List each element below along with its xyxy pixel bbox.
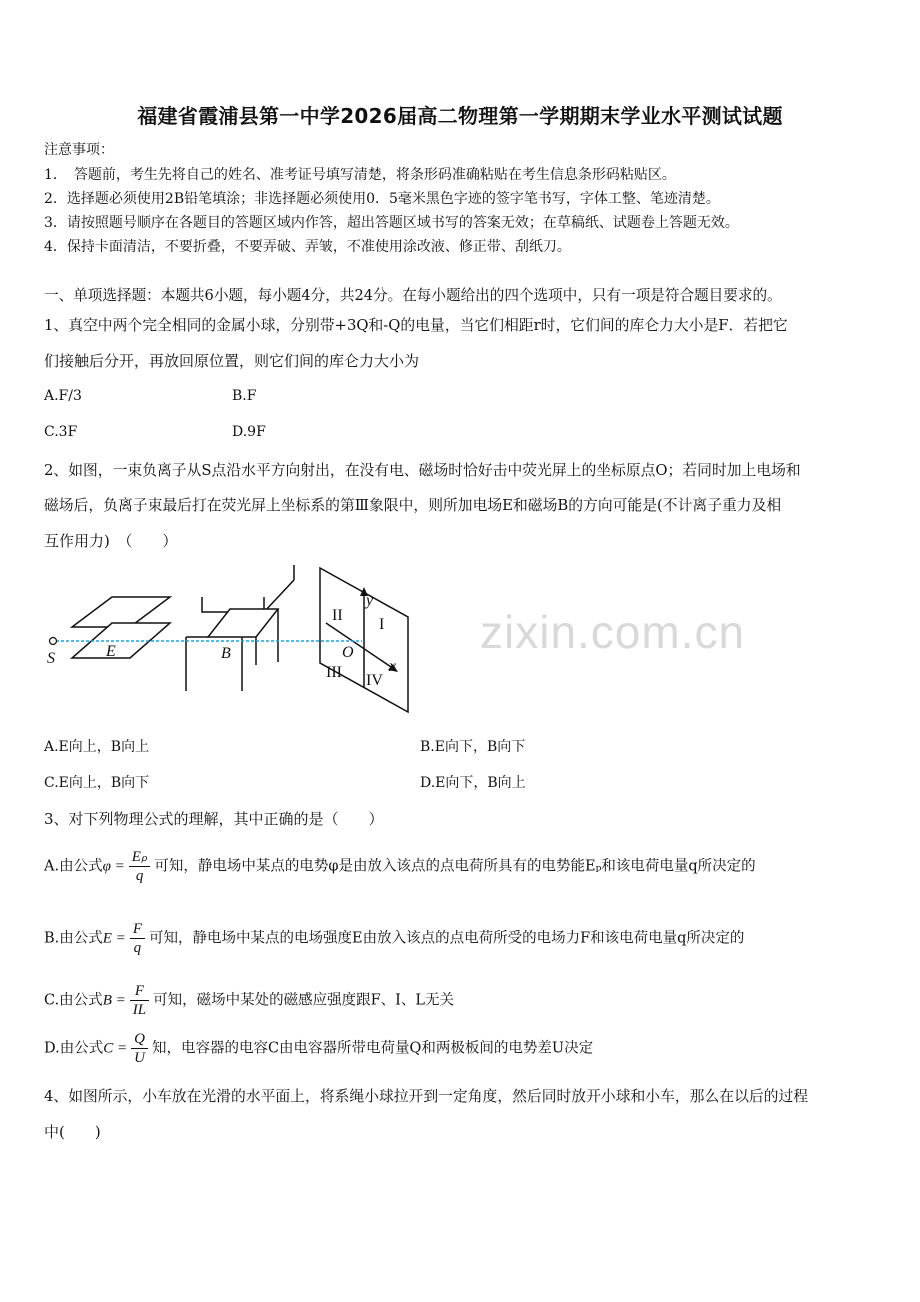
- denominator: q: [133, 940, 142, 956]
- formula-lhs: B =: [102, 992, 126, 1009]
- question-4-line: 中( ): [44, 1123, 101, 1141]
- question-2-line: 2、如图，一束负离子从S点沿水平方向射出，在没有电、磁场时恰好击中荧光屏上的坐标原点O；若同时加上电场和: [44, 462, 801, 479]
- formula-lhs: C =: [103, 1040, 128, 1057]
- quadrant-i: I: [379, 616, 385, 633]
- option-text: 知，电容器的电容C由电容器所带电荷量Q和两极板间的电势差U决定: [151, 1040, 594, 1057]
- denominator: q: [135, 868, 144, 884]
- notice-item: 3．请按照题号顺序在各题目的答题区域内作答，超出答题区域书写的答案无效；在草稿纸、试题卷上答题无效。: [44, 215, 739, 231]
- option-text: 可知，静电场中某点的电场强度E由放入该点的点电荷所受的电场力F和该电荷电量q所决定的: [148, 930, 745, 947]
- watermark: zixin.com.cn: [480, 606, 746, 658]
- label-y: y: [366, 592, 374, 609]
- label-o: O: [342, 644, 354, 661]
- label-e: E: [106, 643, 116, 660]
- label-b: B: [221, 645, 231, 662]
- question-2-figure: [40, 565, 420, 717]
- question-3-stem: 3、对下列物理公式的理解，其中正确的是（ ）: [44, 810, 384, 828]
- option-b: B.E向下，B向下: [420, 739, 526, 755]
- section-heading: 一、单项选择题：本题共6小题，每小题4分，共24分。在每小题给出的四个选项中，只有一项是符合题目要求的。: [44, 287, 782, 304]
- option-d: D.9F: [232, 424, 266, 440]
- option-prefix: D.由公式: [44, 1040, 104, 1057]
- quadrant-iv: IV: [366, 672, 383, 689]
- question-4-line: 4、如图所示，小车放在光滑的水平面上，将系绳小球拉开到一定角度，然后同时放开小球和小车，那么在以后的过程: [44, 1088, 809, 1105]
- quadrant-ii: II: [332, 607, 343, 624]
- option-a: A.F/3: [44, 388, 82, 404]
- question-1-line: 们接触后分开，再放回原位置，则它们间的库仑力大小为: [44, 352, 420, 370]
- question-1-line: 1、真空中两个完全相同的金属小球，分别带+3Q和-Q的电量，当它们相距r时，它们间的库仑力大小是F．若把它: [44, 317, 788, 334]
- option-b: B.F: [232, 388, 257, 404]
- numerator: F: [130, 982, 149, 1001]
- numerator: F: [130, 920, 145, 939]
- notice-heading: 注意事项：: [44, 142, 114, 158]
- fraction: [130, 982, 149, 1019]
- q3-option-d: [44, 1030, 593, 1067]
- option-c: C.3F: [44, 424, 78, 440]
- notice-item: 2．选择题必须使用2B铅笔填涂；非选择题必须使用0．5毫米黑色字迹的签字笔书写，字体工整、笔迹清楚。: [44, 191, 720, 207]
- option-a: A.E向上，B向上: [44, 739, 150, 755]
- notice-item: 1． 答题前，考生先将自己的姓名、准考证号填写清楚，将条形码准确粘贴在考生信息条形码粘贴区。: [44, 167, 676, 183]
- numerator: Q: [131, 1030, 148, 1049]
- numerator: Eₚ: [129, 848, 151, 867]
- q3-option-b: [44, 920, 744, 957]
- quadrant-iii: III: [326, 664, 342, 681]
- option-prefix: A.由公式: [44, 858, 103, 875]
- q3-option-c: [44, 982, 454, 1019]
- option-prefix: B.由公式: [44, 930, 103, 947]
- label-s: S: [47, 650, 55, 667]
- q3-option-a: [44, 848, 756, 885]
- denominator: U: [134, 1050, 145, 1066]
- label-x: x: [389, 658, 397, 675]
- notice-item: 4．保持卡面清洁，不要折叠，不要弄破、弄皱，不准使用涂改液、修正带、刮纸刀。: [44, 239, 571, 255]
- page-title: 福建省霞浦县第一中学2026届高二物理第一学期期末学业水平测试试题: [137, 104, 783, 128]
- option-text: 可知，静电场中某点的电势φ是由放入该点的点电荷所具有的电势能Eₚ和该电荷电量q所决定的: [154, 858, 756, 875]
- question-2-line: 磁场后，负离子束最后打在荧光屏上坐标系的第Ⅲ象限中，则所加电场E和磁场B的方向可能是(不计离子重力及相: [44, 497, 782, 514]
- fraction: [129, 848, 151, 885]
- formula-lhs: φ =: [102, 858, 125, 875]
- option-c: C.E向上，B向下: [44, 775, 150, 791]
- formula-lhs: E =: [102, 930, 126, 947]
- question-2-line: 互作用力) （ ）: [44, 532, 178, 550]
- option-prefix: C.由公式: [44, 992, 103, 1009]
- option-d: D.E向下，B向上: [420, 775, 526, 791]
- option-text: 可知，磁场中某处的磁感应强度跟F、I、L无关: [153, 992, 454, 1009]
- fraction: [131, 1030, 148, 1067]
- fraction: [130, 920, 145, 957]
- denominator: IL: [132, 1002, 147, 1018]
